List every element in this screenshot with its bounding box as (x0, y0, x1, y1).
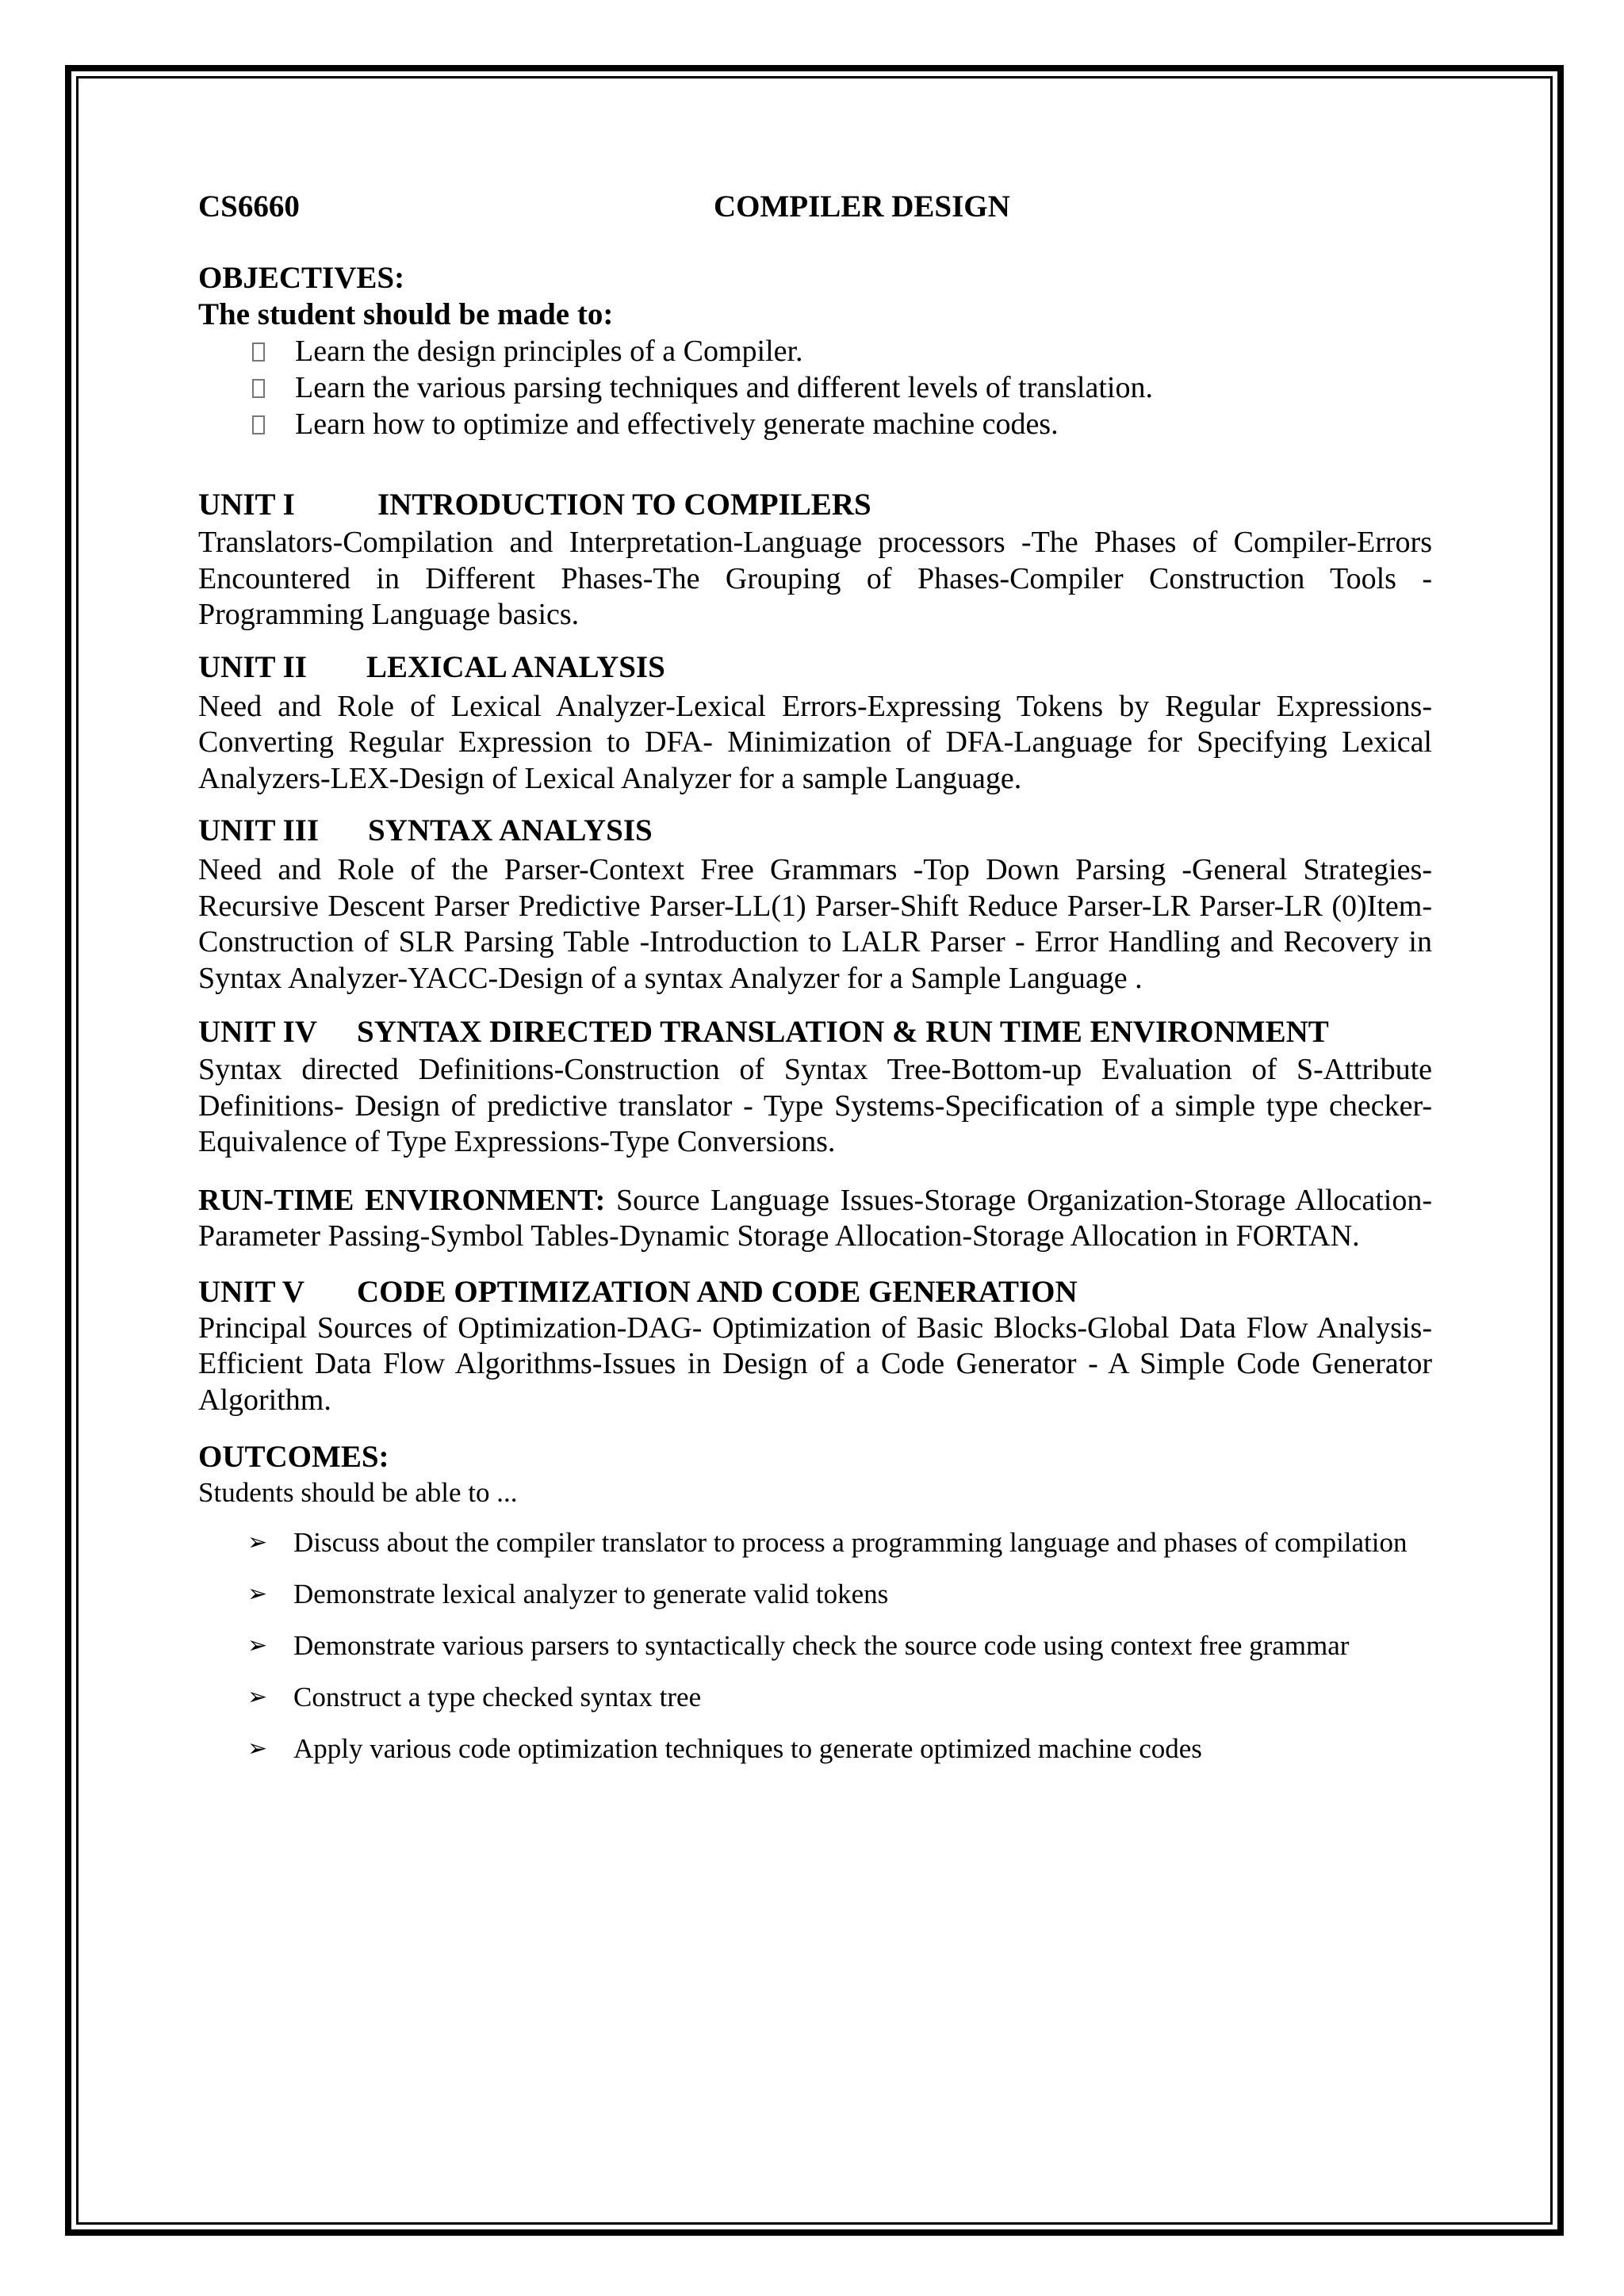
arrow-bullet-icon: ➢ (247, 1632, 268, 1659)
arrow-bullet-icon: ➢ (247, 1529, 268, 1556)
unit-1-body: Translators-Compilation and Interpretation-Language processors -The Phases of Compiler-Errors Encountered in Different Phases-The Grouping of Phases-Compiler Construction Tools - Programming Language basics. (198, 526, 1432, 631)
outcome-text: Demonstrate lexical analyzer to generate valid tokens (293, 1578, 889, 1609)
objectives-list (198, 333, 1432, 442)
objective-text: Learn the various parsing techniques and different levels of translation. (295, 371, 1153, 404)
outcome-item (247, 1517, 1432, 1568)
outcomes-heading: OUTCOMES: (198, 1440, 389, 1474)
unit-4-body: Syntax directed Definitions-Construction of Syntax Tree-Bottom-up Evaluation of S-Attribute Definitions- Design of predictive translator - Type Systems-Specification of a simple type checker-Equivalence of Type Expressions-Type Conversions. (198, 1053, 1432, 1158)
outcome-item (247, 1671, 1432, 1723)
unit-label: UNIT IV (198, 1015, 317, 1049)
unit-3-body: Need and Role of the Parser-Context Free Grammars -Top Down Parsing -General Strategies-Recursive Descent Parser Predictive Parser-LL(1) Parser-Shift Reduce Parser-LR Parser-LR (0)Item-Construction of SLR Parsing Table -Introduction to LALR Parser - Error Handling and Recovery in Syntax Analyzer-YACC-Design of a syntax Analyzer for a Sample Language . (198, 853, 1432, 995)
outcome-item (247, 1723, 1432, 1774)
unit-5-heading (198, 1274, 1432, 1311)
arrow-bullet-icon: ➢ (247, 1735, 268, 1762)
outcomes-intro: Students should be able to ... (198, 1477, 518, 1508)
objective-item (252, 369, 1432, 406)
objectives-intro: The student should be made to: (198, 297, 614, 331)
unit-title: CODE OPTIMIZATION AND CODE GENERATION (357, 1274, 1078, 1309)
unit-label: UNIT III (198, 813, 320, 848)
unit-5-body: Principal Sources of Optimization-DAG- Optimization of Basic Blocks-Global Data Flow Analysis-Efficient Data Flow Algorithms-Issues in Design of a Code Generator - A Simple Code Generator Algorithm. (198, 1311, 1432, 1417)
course-header (198, 189, 1432, 230)
unit-title: LEXICAL ANALYSIS (366, 649, 665, 684)
objective-item (252, 333, 1432, 369)
outcome-text: Apply various code optimization techniques to generate optimized machine codes (293, 1733, 1202, 1764)
unit-2-heading (198, 649, 1432, 686)
syllabus-content (198, 189, 1432, 1774)
course-code: CS6660 (198, 189, 300, 224)
unit-label: UNIT II (198, 649, 307, 684)
objective-item (252, 406, 1432, 442)
unit-1-heading (198, 487, 1432, 523)
objective-text: Learn how to optimize and effectively generate machine codes. (295, 408, 1059, 441)
outcome-text: Demonstrate various parsers to syntactically check the source code using context free grammar (293, 1630, 1350, 1661)
run-time-label: RUN-TIME ENVIRONMENT: (198, 1183, 606, 1217)
outcome-text: Discuss about the compiler translator to process a programming language and phases of compilation (293, 1527, 1408, 1558)
objective-text: Learn the design principles of a Compiler. (295, 335, 803, 368)
arrow-bullet-icon: ➢ (247, 1683, 268, 1711)
run-time-environment-paragraph (198, 1183, 1432, 1255)
unit-title: SYNTAX DIRECTED TRANSLATION & RUN TIME ENVIRONMENT (357, 1015, 1329, 1049)
run-time-body: Source Language Issues-Storage Organization-Storage Allocation-Parameter Passing-Symbol Tables-Dynamic Storage Allocation-Storage Allocation in FORTAN. (198, 1183, 1433, 1253)
unit-title: INTRODUCTION TO COMPILERS (377, 488, 871, 522)
unit-2-body: Need and Role of Lexical Analyzer-Lexical Errors-Expressing Tokens by Regular Expressions-Converting Regular Expression to DFA- Minimization of DFA-Language for Specifying Lexical Analyzers-LEX-Design of Lexical Analyzer for a sample Language. (198, 689, 1432, 795)
unit-label: UNIT I (198, 488, 295, 522)
course-title: COMPILER DESIGN (714, 189, 1010, 224)
arrow-bullet-icon: ➢ (247, 1580, 268, 1608)
outcomes-list (198, 1517, 1432, 1774)
bullet-box-icon (252, 342, 265, 362)
outcome-text: Construct a type checked syntax tree (293, 1682, 702, 1712)
unit-label: UNIT V (198, 1274, 305, 1309)
outcome-item (247, 1620, 1432, 1671)
unit-3-heading (198, 813, 1432, 849)
unit-title: SYNTAX ANALYSIS (368, 813, 653, 848)
unit-4-heading (198, 1014, 1432, 1050)
bullet-box-icon (252, 415, 265, 434)
outcome-item (247, 1568, 1432, 1620)
bullet-box-icon (252, 379, 265, 398)
objectives-heading: OBJECTIVES: (198, 261, 405, 295)
